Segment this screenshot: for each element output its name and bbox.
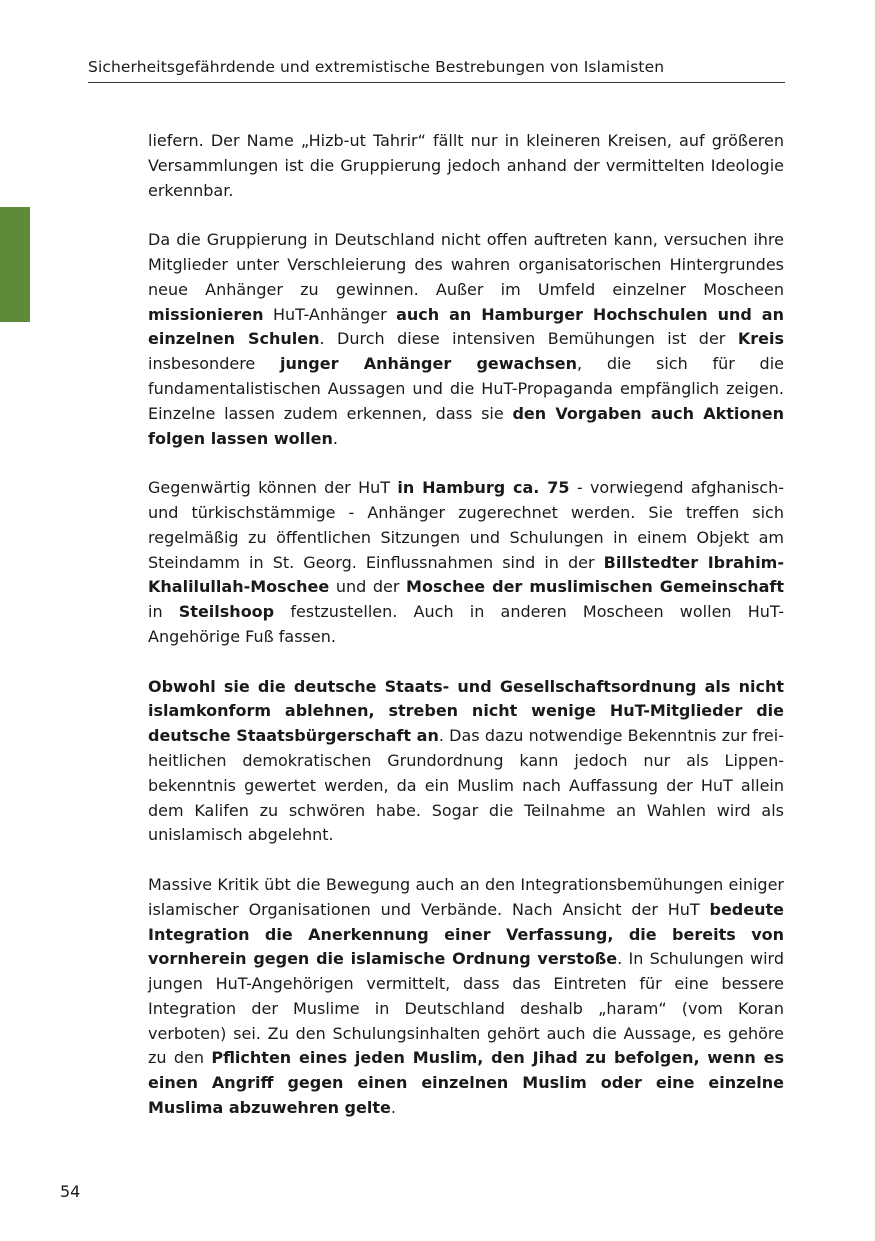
text-run: . Das dazu notwendige Bekenntnis zur freiheitlichen demokratischen Grundordnung kann jedoch nur als Lippenbekenntnis gewertet werden, da ein Muslim nach Auffassung der HuT allein dem Kalifen zu schwören habe. Sogar die Teilnahme an Wahlen wird als unislamisch abgelehnt. — [148, 726, 785, 845]
page-number: 54 — [60, 1182, 81, 1201]
paragraph — [148, 228, 784, 451]
bold-run: missionieren — [148, 304, 264, 324]
text-run: . — [332, 428, 338, 448]
text-run: . Durch diese intensiven Bemühungen ist der — [319, 329, 738, 349]
bold-run: junger Anhänger gewachsen — [280, 354, 577, 374]
text-run: Da die Gruppierung in Deutschland nicht offen auftreten kann, versuchen ihre Mitglieder unter Verschleierung des wahren organisatorischen Hintergrundes neue Anhänger zu gewinnen. Außer im Umfeld einzelner Moscheen — [148, 230, 784, 299]
paragraph — [148, 675, 784, 849]
text-run: , die sich für die fundamentalistischen Aussagen und die HuT-Propaganda empfänglich zeigen. Einzelne lassen zudem erkennen, dass sie — [148, 354, 784, 423]
text-run: liefern. Der Name „Hizb-ut Tahrir“ fällt nur in kleineren Kreisen, auf größeren Versammlungen ist die Gruppierung jedoch anhand der vermittelten Ideologie erkennbar. — [148, 131, 784, 200]
bold-run: bedeute Integration die Anerkennung einer Verfassung, die bereits von vornherein gegen die islamische Ordnung verstoße — [148, 899, 784, 969]
paragraph — [148, 873, 784, 1121]
bold-run: Kreis — [737, 329, 784, 349]
header-divider — [88, 82, 785, 83]
bold-run: den Vorgaben auch Aktionen folgen lassen wollen — [148, 403, 784, 448]
bold-run: Moschee der muslimischen Gemeinschaft — [406, 577, 784, 597]
text-run: HuT-Anhänger — [263, 304, 397, 324]
text-run: insbesondere — [148, 354, 280, 374]
bold-run: Steilshoop — [178, 602, 275, 622]
bold-run: Obwohl sie die deutsche Staats- und Gesellschaftsordnung als nicht islamkonform ablehnen, streben nicht wenige HuT-Mitglieder die deutsche Staatsbürgerschaft an — [148, 676, 784, 746]
paragraph — [148, 129, 784, 203]
text-run: . — [390, 1098, 396, 1118]
paragraph — [148, 476, 784, 650]
text-run: und der — [329, 577, 407, 597]
bold-run: Billstedter Ibrahim-Khalilullah-Moschee — [148, 552, 784, 597]
text-run: festzustellen. Auch in anderen Moscheen wollen HuT-Angehörige Fuß fassen. — [148, 602, 784, 646]
text-run: - vorwiegend afghanisch- und türkischstämmige - Anhänger zugerechnet werden. Sie treffen sich regelmäßig zu öffentlichen Sitzungen und Schulungen in einem Objekt am Steindamm in St. Georg. Einflussnahmen sind in der — [148, 478, 784, 572]
text-run: in — [148, 602, 179, 622]
text-run: . In Schulungen wird jungen HuT-Angehörigen vermittelt, dass das Eintreten für eine bessere Integration der Muslime in Deutschland deshalb „haram“ (vom Koran verboten) sei. Zu den Schulungsinhalten gehört auch die Aussage, es gehöre zu den — [148, 949, 784, 1068]
running-header: Sicherheitsgefährdende und extremistische Bestrebungen von Islamisten — [88, 58, 665, 76]
bold-run: Pflichten eines jeden Muslim, den Jihad zu befolgen, wenn es einen Angriff gegen einen einzelnen Muslim oder eine einzelne Muslima abzuwehren gelte — [148, 1048, 784, 1118]
body-text — [148, 129, 784, 1146]
text-run: Massive Kritik übt die Bewegung auch an den Integrationsbemühungen einiger islamischer Organisationen und Verbände. Nach Ansicht der HuT — [148, 874, 784, 919]
bold-run: in Hamburg ca. 75 — [397, 478, 570, 498]
text-run: Gegenwärtig können der HuT — [148, 478, 398, 498]
chapter-side-tab — [0, 207, 30, 322]
bold-run: auch an Hamburger Hochschulen und an einzelnen Schulen — [148, 304, 784, 349]
